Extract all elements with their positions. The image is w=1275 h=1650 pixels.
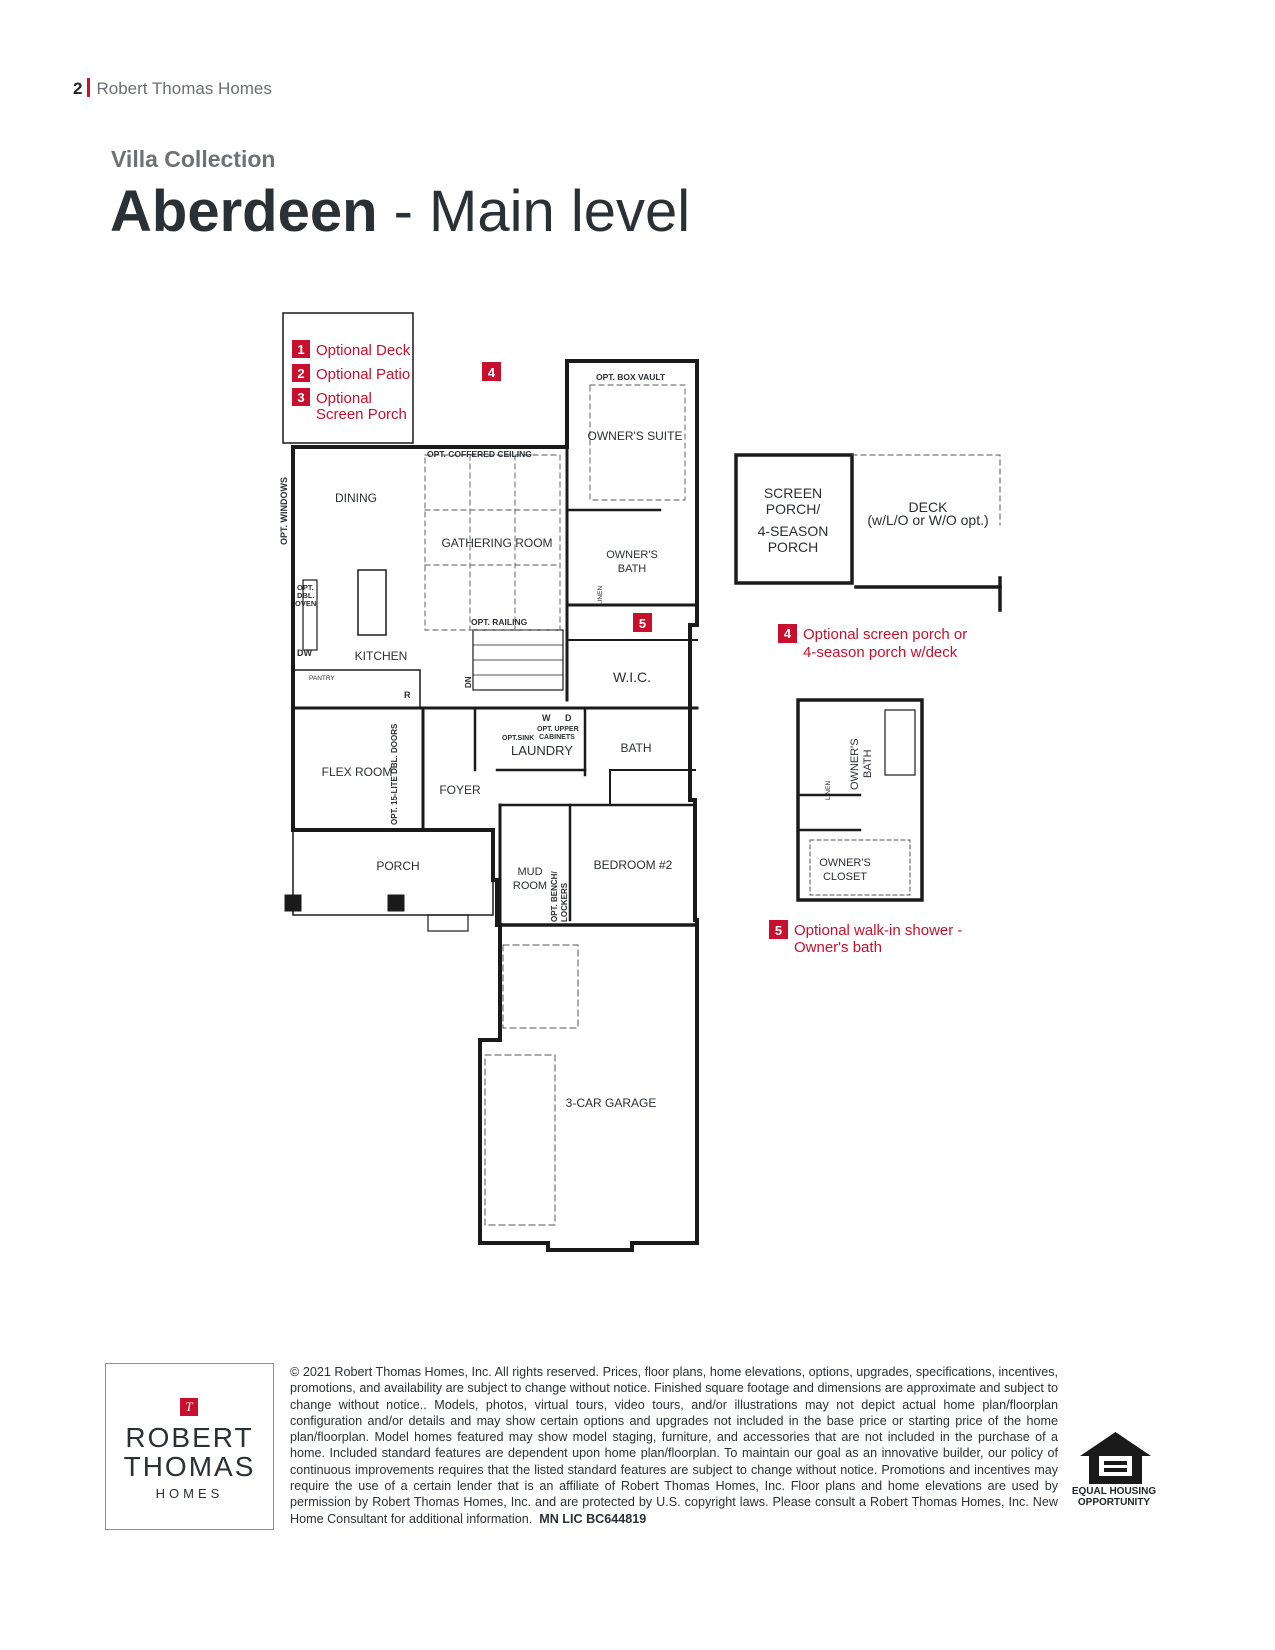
svg-text:(w/L/O or W/O opt.): (w/L/O or W/O opt.) bbox=[867, 512, 989, 528]
logo-line: ROBERT bbox=[125, 1422, 254, 1453]
room-label: MUD bbox=[517, 866, 543, 878]
legend-num: 3 bbox=[297, 390, 305, 405]
porch-column bbox=[388, 895, 404, 911]
logo-line: THOMAS bbox=[123, 1451, 256, 1482]
license-number: MN LIC BC644819 bbox=[539, 1511, 647, 1526]
room-label: ROOM bbox=[512, 880, 548, 892]
svg-text:PORCH/: PORCH/ bbox=[765, 501, 821, 517]
svg-text:4: 4 bbox=[487, 365, 496, 380]
svg-text:LINEN: LINEN bbox=[825, 780, 832, 800]
room-label: OPT. WINDOWS bbox=[279, 477, 289, 545]
room-label: BATH bbox=[617, 563, 647, 575]
room-label: OPT. BOX VAULT bbox=[596, 372, 666, 382]
room-label: DN bbox=[464, 676, 473, 688]
legal-disclaimer bbox=[290, 1364, 1058, 1527]
room-label: DINING bbox=[335, 491, 377, 505]
room-label: DBL. bbox=[297, 591, 315, 600]
room-label: OPT. bbox=[297, 583, 314, 592]
room-label: LOCKERS bbox=[560, 882, 569, 922]
legend-label: Optional bbox=[316, 390, 372, 407]
equal-housing-text bbox=[1070, 1486, 1158, 1508]
eho-line: OPPORTUNITY bbox=[1077, 1497, 1151, 1508]
svg-text:CLOSET: CLOSET bbox=[822, 871, 868, 883]
eho-line: EQUAL HOUSING bbox=[1071, 1486, 1157, 1497]
svg-text:BATH: BATH bbox=[862, 749, 874, 778]
svg-text:SCREEN: SCREEN bbox=[763, 485, 823, 501]
svg-text:OWNER'S: OWNER'S bbox=[819, 857, 871, 869]
legend-label: Optional Patio bbox=[316, 366, 411, 383]
room-label: KITCHEN bbox=[354, 649, 408, 663]
page-number: 2 bbox=[73, 79, 83, 98]
svg-text:5: 5 bbox=[774, 923, 783, 938]
room-label: DW bbox=[297, 648, 312, 658]
room-label: D bbox=[565, 713, 572, 723]
legend-num: 2 bbox=[297, 366, 305, 381]
legal-text: © 2021 Robert Thomas Homes, Inc. All rights reserved. Prices, floor plans, home elevations, options, upgrades, specifications, incentives, promotions, and availability are subject to change without notice. Finished square footage and dimensions are approximate and subject to change without notice.. Models, photos, virtual tours, video tours, and/or illustrations may not depict actual home plan/floorplan configuration and/or details and may show certain options and upgrades not included in the base price or starting price of the home plan/floorplan. Model homes featured may show model staging, furniture, and accessories that are not included in the purchase of a home. Included standard features are dependent upon home plan/floorplan. To maintain our goal as an innovative builder, our policy of continuous improvements requires that the listed standard features are subject to change without notice. Promotions and incentives may require the use of a certain lender that is an affiliate of Robert Thomas Homes, Inc. Floor plans and home elevations are used by permission by Robert Thomas Homes, Inc. and are protected by U.S. copyright laws. Please consult a Robert Thomas Homes, Inc. New Home Consultant for additional information. bbox=[290, 1365, 1058, 1526]
svg-text:Optional screen porch or: Optional screen porch or bbox=[803, 626, 968, 643]
svg-text:4-season porch w/deck: 4-season porch w/deck bbox=[803, 644, 958, 661]
room-label: W.I.C. bbox=[612, 669, 652, 685]
porch-steps bbox=[428, 915, 468, 931]
plan-name: Aberdeen bbox=[110, 179, 378, 244]
svg-text:4-SEASON: 4-SEASON bbox=[757, 523, 829, 539]
kitchen-island bbox=[358, 570, 386, 635]
header-brand: Robert Thomas Homes bbox=[96, 79, 272, 98]
room-label: FOYER bbox=[439, 783, 481, 797]
walkin-shower bbox=[885, 710, 915, 775]
svg-text:4: 4 bbox=[783, 626, 792, 641]
room-label: W bbox=[542, 713, 551, 723]
room-label: OWNER'S bbox=[606, 549, 658, 561]
legend-label: Optional Deck bbox=[316, 342, 411, 359]
room-label: LAUNDRY bbox=[511, 743, 573, 758]
room-label: OPT. BENCH/ bbox=[550, 871, 559, 922]
room-label: OPT. RAILING bbox=[471, 617, 528, 627]
room-label: OPT.SINK bbox=[502, 735, 535, 742]
room-label: OPT. 15-LITE DBL. DOORS bbox=[390, 723, 399, 825]
screen-porch-inset bbox=[758, 485, 989, 661]
room-label: GATHERING ROOM bbox=[441, 536, 553, 550]
porch-column bbox=[285, 895, 301, 911]
room-label: PANTRY bbox=[309, 675, 335, 682]
room-label: R bbox=[404, 690, 411, 700]
svg-text:Optional walk-in shower -: Optional walk-in shower - bbox=[794, 922, 963, 939]
room-label: 3-CAR GARAGE bbox=[565, 1096, 657, 1110]
legend-label-cont: Screen Porch bbox=[316, 406, 407, 423]
room-label: OPT. COFFERED CEILING bbox=[427, 449, 532, 459]
company-logo bbox=[105, 1363, 274, 1530]
plan-level: - Main level bbox=[377, 179, 691, 244]
room-labels bbox=[279, 372, 682, 1110]
equal-housing-icon bbox=[1078, 1430, 1153, 1486]
svg-text:PORCH: PORCH bbox=[767, 539, 819, 555]
room-label: BATH bbox=[620, 741, 652, 755]
legend-num: 1 bbox=[297, 342, 305, 357]
room-label: LINEN bbox=[597, 585, 604, 605]
room-label: PORCH bbox=[376, 859, 420, 873]
svg-text:Owner's bath: Owner's bath bbox=[794, 939, 882, 956]
room-label: OPT. UPPER bbox=[537, 726, 579, 733]
options-legend bbox=[292, 340, 411, 423]
collection-name: Villa Collection bbox=[111, 146, 276, 172]
option-marker-4 bbox=[482, 362, 501, 381]
svg-text:DECK: DECK bbox=[908, 499, 948, 515]
coffered-ceiling-grid bbox=[425, 385, 685, 630]
svg-text:5: 5 bbox=[638, 616, 647, 631]
option-marker-5 bbox=[633, 613, 652, 632]
room-label: FLEX ROOM bbox=[321, 765, 393, 779]
logo-mark-icon: T bbox=[180, 1398, 198, 1416]
room-label: OWNER'S SUITE bbox=[587, 429, 683, 443]
room-label: CABINETS bbox=[539, 734, 575, 741]
screen-porch-walls bbox=[736, 455, 852, 583]
walkin-shower-walls bbox=[798, 700, 922, 900]
room-label: BEDROOM #2 bbox=[593, 858, 673, 872]
room-label: OVEN bbox=[295, 599, 317, 608]
logo-line: HOMES bbox=[155, 1486, 224, 1501]
svg-text:OWNER'S: OWNER'S bbox=[849, 738, 861, 790]
